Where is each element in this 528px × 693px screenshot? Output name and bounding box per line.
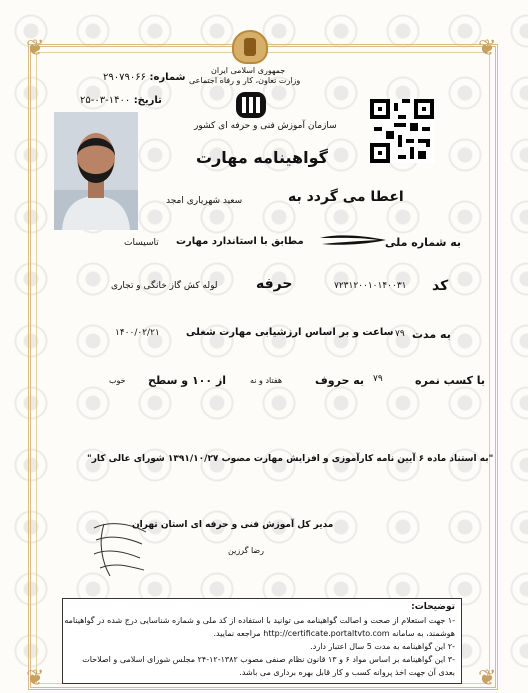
hours-label: ساعت و بر اساس ارزشیابی مهارت شغلی <box>186 327 394 338</box>
national-id-label: به شماره ملی <box>385 236 462 249</box>
code-label: کد <box>432 278 449 294</box>
standard-label: مطابق با استاندارد مهارت <box>176 236 304 247</box>
national-emblem-icon <box>232 30 268 64</box>
corner-ornament-icon: ❦ <box>26 666 45 691</box>
corner-ornament-icon: ❦ <box>478 36 497 61</box>
official-stamp-icon <box>88 518 150 580</box>
note-line: -۳ این گواهینامه بر اساس مواد ۶ و ۱۳ قانون نظام صنفی مصوب ۱۳۸۲-۱۲-۲۴ مجلس شورای اسلامی و اصلاحات <box>82 655 455 664</box>
recipient-photo <box>54 112 138 230</box>
trade-value: لوله کش گاز خانگی و تجاری <box>111 281 218 291</box>
duration-value: ۷۹ <box>395 329 405 339</box>
out-of-label: از ۱۰۰ و سطح <box>148 374 227 387</box>
certificate-number: شماره: ۲۹۰۷۹۰۶۶ <box>103 72 186 83</box>
score-words-label: به حروف <box>315 374 365 387</box>
issue-date: تاریخ: ۱۴۰۰-۰۳-۲۵ <box>80 95 162 106</box>
signatory-name: رضا گرزین <box>228 546 265 555</box>
trade-label: حرفه <box>256 276 293 292</box>
note-line: هوشمند، به سامانه http://certificate.portaltvto.com مراجعه نمایید. <box>213 629 455 638</box>
score-label: با کسب نمره <box>415 374 485 387</box>
note-line: -۱ جهت استعلام از صحت و اصالت گواهینامه می توانید با استفاده از کد ملی و شماره شناسایی درج شده در گواهینامه <box>64 616 455 625</box>
notes-box <box>62 598 462 684</box>
note-line: بعدی آن جهت اخذ پروانه کسب و کار قابل بهره برداری می باشد. <box>239 668 455 677</box>
legal-basis-text: "به استناد ماده ۶ آیین نامه کارآموزی و افزایش مهارت مصوب ۱۳۹۱/۱۰/۲۷ شورای عالی کار" <box>87 454 494 464</box>
qr-code-icon <box>370 99 434 163</box>
notes-heading: توضیحات: <box>411 602 455 612</box>
duration-label: به مدت <box>412 328 451 341</box>
tvto-logo-icon <box>234 90 268 120</box>
granted-to-label: اعطا می گردد به <box>288 189 404 205</box>
code-value: ۷۲۳۱۲۰۰۱۰۱۴۰۰۳۱ <box>334 281 407 291</box>
signatory-title: مدیر کل آموزش فنی و حرفه ای استان تهران <box>132 520 334 530</box>
evaluation-date: ۱۴۰۰/۰۲/۲۱ <box>115 328 160 338</box>
certificate-title: گواهینامه مهارت <box>196 148 328 167</box>
score-words-value: هفتاد و نه <box>250 376 283 385</box>
corner-ornament-icon: ❦ <box>26 36 45 61</box>
organization-name: سازمان آموزش فنی و حرفه ای کشور <box>194 121 337 131</box>
ministry-name: وزارت تعاون، کار و رفاه اجتماعی <box>189 76 301 85</box>
standard-value: تاسیسات <box>124 238 159 248</box>
score-value: ۷۹ <box>373 374 383 384</box>
level-value: خوب <box>109 376 126 385</box>
recipient-name: سعید شهریاری امجد <box>166 196 243 206</box>
country-name: جمهوری اسلامی ایران <box>211 66 286 75</box>
corner-ornament-icon: ❦ <box>478 666 497 691</box>
note-line: -۲ این گواهینامه به مدت 5 سال اعتبار دارد. <box>310 642 455 651</box>
redaction-mark <box>318 234 388 248</box>
